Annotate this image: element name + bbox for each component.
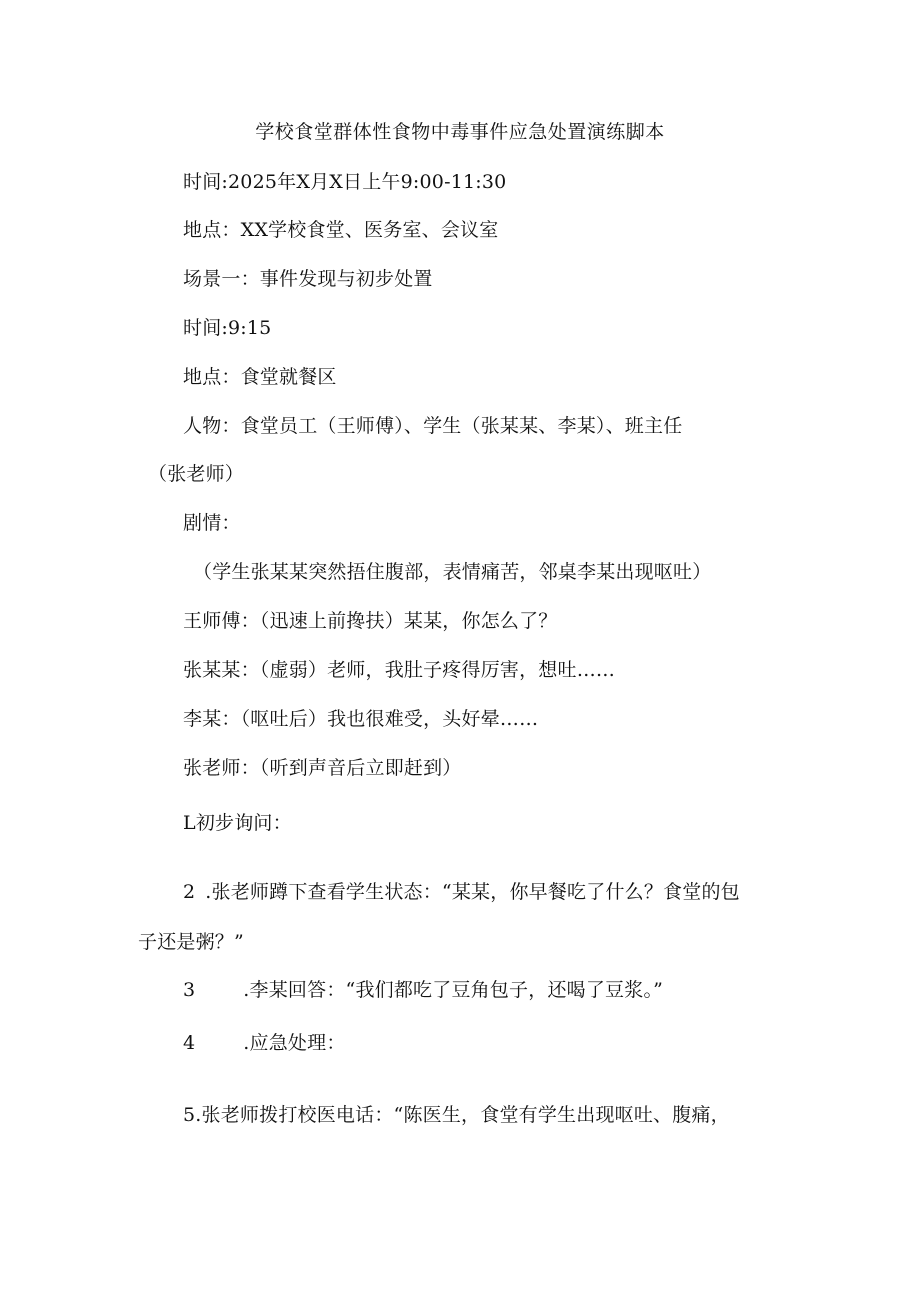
step-4-text: .应急处理： — [243, 1032, 346, 1054]
step-4-number: 4 — [183, 1032, 196, 1054]
step-5: 5.张老师拨打校医电话：“陈医生，食堂有学生出现呕吐、腹痛， — [183, 1104, 730, 1126]
document-title: 学校食堂群体性食物中毒事件应急处置演练脚本 — [255, 121, 665, 143]
scene1-place: 地点：食堂就餐区 — [183, 366, 337, 388]
stage-direction: （学生张某某突然捂住腹部，表情痛苦，邻桌李某出现呕吐） — [193, 561, 712, 583]
step-2-cont: 子还是粥？” — [138, 931, 244, 953]
step-2-text: .张老师蹲下查看学生状态：“某某，你早餐吃了什么？食堂的包 — [205, 881, 740, 903]
scene1-characters: 人物：食堂员工（王师傅）、学生（张某某、李某）、班主任 — [183, 415, 683, 437]
step-4 — [183, 1031, 346, 1055]
step-1: L初步询问： — [183, 812, 292, 834]
plot-label: 剧情： — [183, 512, 241, 534]
step-3 — [183, 978, 663, 1002]
dialogue-line: 张老师：（听到声音后立即赶到） — [183, 757, 462, 779]
scene1-heading: 场景一：事件发现与初步处置 — [183, 268, 433, 290]
step-3-text: .李某回答：“我们都吃了豆角包子，还喝了豆浆。” — [243, 979, 664, 1001]
step-2-number: 2 — [183, 881, 196, 903]
scene1-time: 时间:9:15 — [183, 317, 272, 339]
scene1-characters-cont: （张老师） — [148, 463, 245, 485]
step-3-number: 3 — [183, 979, 196, 1001]
dialogue-line: 王师傅：（迅速上前搀扶）某某，你怎么了？ — [183, 610, 558, 632]
drill-time: 时间:2025年X月X日上午9:00-11:30 — [183, 171, 507, 193]
drill-place: 地点：XX学校食堂、医务室、会议室 — [183, 219, 499, 241]
dialogue-line: 李某：（呕吐后）我也很难受，头好晕…… — [183, 708, 539, 730]
dialogue-line: 张某某：（虚弱）老师，我肚子疼得厉害，想吐…… — [183, 659, 616, 681]
step-2 — [183, 880, 740, 904]
